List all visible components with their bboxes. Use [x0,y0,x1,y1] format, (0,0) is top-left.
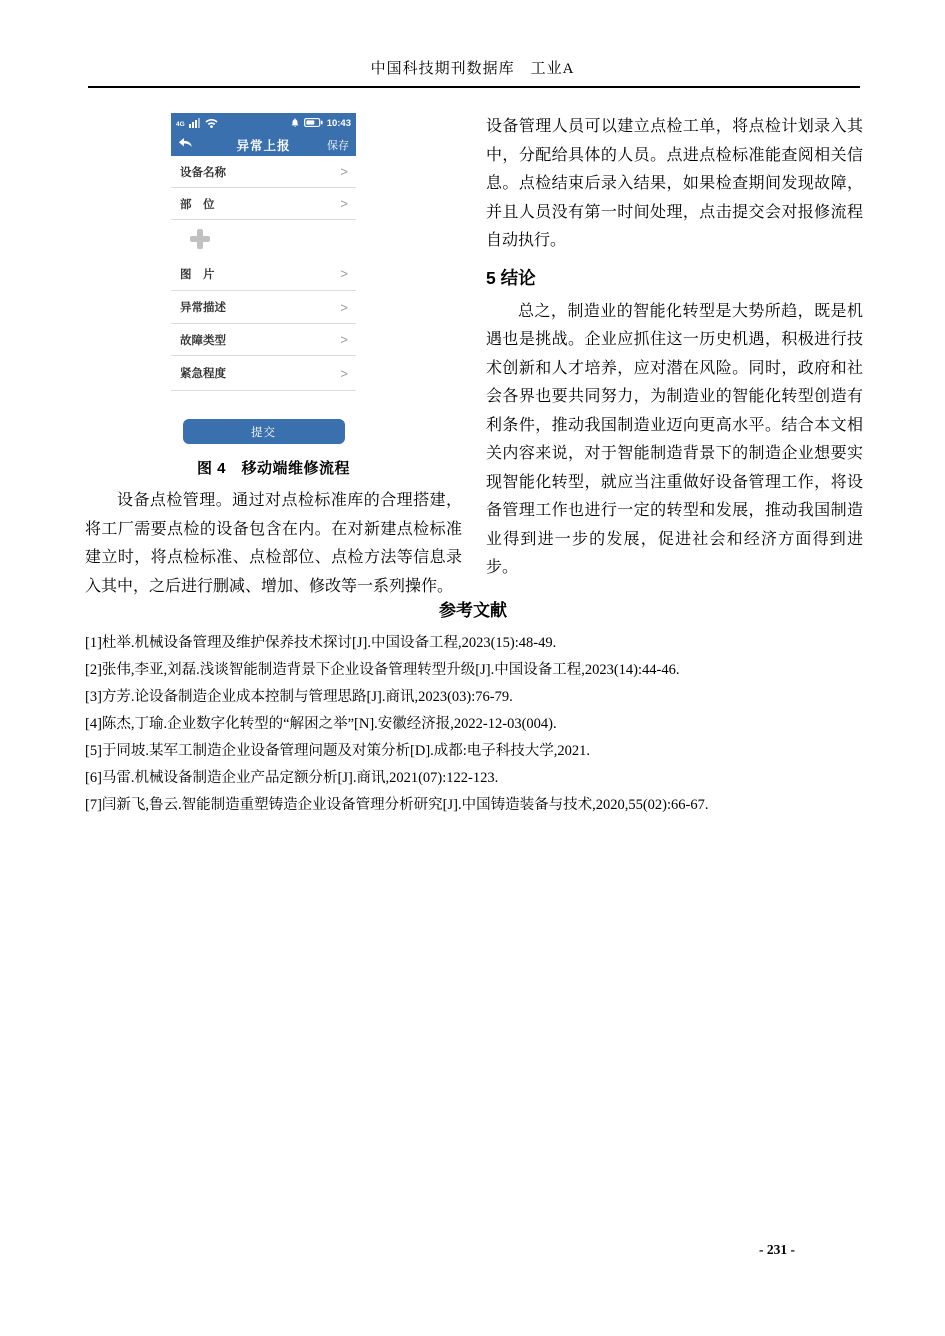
bell-icon [290,117,300,130]
left-column-paragraph: 设备点检管理。通过对点检标准库的合理搭建，将工厂需要点检的设备包含在内。在对新建点检标准建立时，将点检标准、点检部位、点检方法等信息录入其中，之后进行删减、增加、修改等一系列操作。 [85,492,462,595]
back-arrow-icon [178,136,193,154]
form-row-label: 异常描述 [180,302,226,314]
chevron-right-icon: > [340,365,348,381]
reference-item: [5]于同坡.某军工制造企业设备管理问题及对策分析[D].成都:电子科技大学,2021. [85,743,591,759]
submit-button-container [171,391,356,447]
network-type-label: 4G [176,120,185,128]
form-row-label: 紧急程度 [180,368,226,380]
reference-item: [7]闫新飞,鲁云.智能制造重塑铸造企业设备管理分析研究[J].中国铸造装备与技术,2020,55(02):66-67. [85,797,709,813]
references-heading: 参考文献 [439,601,507,620]
chevron-right-icon: > [340,196,348,211]
mobile-app-screenshot [171,113,356,447]
reference-item: [6]马雷.机械设备制造企业产品定额分析[J].商讯,2021(07):122-123. [85,770,499,786]
references-section [85,596,861,819]
form-row-label: 部 位 [180,198,215,211]
phone-nav-bar [171,134,356,156]
report-form [171,156,356,447]
photo-upload-area [171,220,356,257]
chevron-right-icon: > [340,266,348,281]
form-row-label: 设备名称 [180,166,226,179]
back-button[interactable] [178,136,193,154]
reference-item: [2]张伟,李亚,刘磊.浅谈智能制造背景下企业设备管理转型升级[J].中国设备工程,2023(14):44-46. [85,662,680,678]
phone-status-bar [171,113,356,134]
chevron-right-icon: > [340,332,348,347]
form-row-fault-type[interactable] [171,324,356,356]
figure-caption: 图 4 移动端维修流程 [196,460,350,477]
form-row-abnormal-description[interactable] [171,291,356,324]
journal-header-title: 中国科技期刊数据库 工业A [370,61,575,77]
conclusion-section-heading: 5 结论 [486,267,536,288]
left-column [85,110,462,601]
status-left-group [176,118,218,130]
add-photo-plus-icon[interactable] [190,229,210,249]
wifi-icon [205,118,218,130]
submit-button[interactable]: 提交 [183,419,345,444]
form-row-label: 图 片 [180,268,215,281]
right-column-paragraph-1: 设备管理人员可以建立点检工单，将点检计划录入其中，分配给具体的人员。点进点检标准能查阅相关信息。点检结束后录入结果，如果检查期间发现故障，并且人员没有第一时间处理，点击提交会对报修流程自动执行。 [486,118,863,249]
right-column [486,110,863,583]
status-right-group [290,117,351,130]
chevron-right-icon: > [340,299,348,315]
reference-item: [3]方芳.论设备制造企业成本控制与管理思路[J].商讯,2023(03):76-79. [85,689,513,705]
phone-header [171,113,356,156]
reference-item: [4]陈杰,丁瑜.企业数字化转型的“解困之举”[N].安徽经济报,2022-12-03(004). [85,716,557,732]
header-divider [88,86,860,88]
form-row-urgency-level[interactable] [171,356,356,391]
form-row-device-name[interactable] [171,156,356,188]
page-number: - 231 - [759,1242,795,1257]
chevron-right-icon: > [340,164,348,179]
form-row-label: 故障类型 [180,334,226,347]
conclusion-paragraph: 总之，制造业的智能化转型是大势所趋，既是机遇也是挑战。企业应抓住这一历史机遇，积极进行技术创新和人才培养，应对潜在风险。同时，政府和社会各界也要共同努力，为制造业的智能化转型创造有利条件，推动我国制造业迈向更高水平。结合本文相关内容来说，对于智能制造背景下的制造企业想要实现智能化转型，就应当注重做好设备管理工作，将设备管理工作也进行一定的转型和发展，推动我国制造业得到进一步的发展，促进社会和经济方面得到进步。 [486,302,863,576]
form-row-part[interactable] [171,188,356,220]
form-row-picture[interactable] [171,257,356,291]
save-button[interactable]: 保存 [327,140,349,152]
signal-bars-icon [189,118,201,130]
reference-item: [1]杜举.机械设备管理及维护保养技术探讨[J].中国设备工程,2023(15):48-49. [85,635,557,651]
clock-time: 10:43 [326,118,351,129]
battery-icon [304,117,323,130]
phone-page-title: 异常上报 [236,139,291,153]
